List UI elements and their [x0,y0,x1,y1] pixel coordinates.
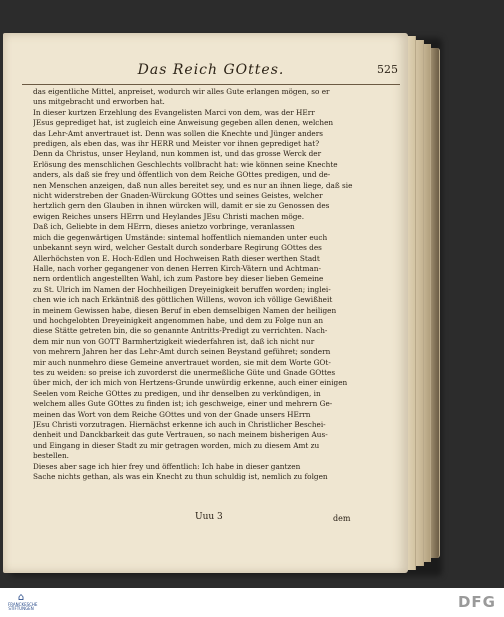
text-line: bestellen. [33,451,69,461]
text-line: von mehrern Jahren her das Lehr-Amt durch seinen Beystand geführet; sondern [33,347,331,357]
text-line: JEsu Christi vorzutragen. Hiernächst erkenne ich auch in Christlicher Beschei- [33,420,326,429]
running-title: Das Reich GOttes. [137,62,285,78]
text-line: das eigentliche Mittel, anpreiset, wodurch wir alles Gute erlangen mögen, so er [33,87,330,96]
text-line: unbekannt seyn wird, welcher Gestalt durch sonderbare Regirung GOttes des [33,243,322,253]
text-line: Seelen vom Reiche GOttes zu predigen, und ihr denselben zu verkündigen, in [33,388,321,398]
text-line: Dieses aber sage ich hier frey und öffentlich: Ich habe in dieser gantzen [33,461,301,471]
dfg-logo: DFG [457,593,496,611]
text-line: nen Menschen anzeigen, daß nun alles bereitet sey, und es nur an ihnen liege, daß sie [33,180,353,190]
catchword: dem [333,514,351,523]
text-line: denheit und Danckbarkeit das gute Vertrauen, so nach meinem bisherigen Aus- [33,430,328,440]
text-line: über mich, der ich mich von Hertzens-Grunde unwürdig erkenne, auch einer einigen [33,378,348,388]
body-text [33,87,393,482]
text-line: das Lehr-Amt anvertrauet ist. Denn was sollen die Knechte und Jünger anders [33,128,323,138]
text-line: zu St. Ulrich im Namen der Hochheiligen Dreyeinigkeit beruffen worden; inglei- [33,284,331,294]
text-line: diese Stätte getreten bin, die so genannte Antritts-Predigt zu verrichten. Nach- [33,326,328,336]
footer-bar [0,588,504,617]
franckesche-stiftungen-logo [8,592,38,614]
text-line: Allerhöchsten von E. Hoch-Edlen und Hochweisen Rath dieser werthen Stadt [33,253,320,263]
text-line: dem mir nun von GOTT Barmhertzigkeit wiederfahren ist, daß ich nicht nur [33,336,315,346]
text-line: JEsus geprediget hat, ist zugleich eine Anweisung gegeben allen denen, welchen [33,118,334,128]
text-line: nicht widerstreben der Gnaden-Würckung GOttes und seines Geistes, welcher [33,191,323,201]
building-icon: ⌂ [17,592,25,603]
text-line: welchem alles Gute GOttes zu finden ist; ich geschweige, einer und mehrern Ge- [33,399,333,409]
text-line: nern ordentlich angestellten Wahl, ich zum Pastore bey dieser lieben Gemeine [33,274,324,284]
text-line: Daß ich, Geliebte in dem HErrn, dieses anietzo vorbringe, veranlassen [33,222,295,232]
text-line: anders, als daß sie frey und öffentlich von dem Reiche GOttes predigen, und de- [33,170,331,180]
text-line: meinen das Wort von dem Reiche GOttes und von der Gnade unsers HErrn [33,409,311,419]
text-line: uns mitgebracht und erworben hat. [33,97,165,107]
text-line: In dieser kurtzen Erzehlung des Evangelisten Marci von dem, was der HErr [33,107,315,117]
text-line: mir auch nunmehro diese Gemeine anvertrauet worden, sie mit dem Worte GOt- [33,357,331,367]
page-number: 525 [377,63,398,76]
text-line: und hochgelobten Dreyeinigkeit angenommen habe, und dem zu Folge nun an [33,315,324,325]
text-line: tes zu weiden: so preise ich zuvorderst die unermeßliche Güte und Gnade GOttes [33,367,336,377]
text-line: in meinem Gewissen habe, diesen Beruf in eben demselbigen Namen der heiligen [33,305,337,315]
text-line: hertzlich gern den Glauben in ihnen würcken will, damit er sie zu Genossen des [33,201,330,211]
text-line: Sache nichts gethan, als was ein Knecht zu thun schuldig ist, nemlich zu folgen [33,472,328,482]
text-line: chen wie ich nach Erkäntniß des göttlichen Willens, wovon ich völlige Gewißheit [33,295,333,305]
text-line: Halle, nach vorher gegangener von denen Herren Kirch-Vätern und Achtman- [33,263,321,273]
left-logo-text: FRANCKESCHE STIFTUNGEN [8,602,38,611]
text-line: predigen, als eben das, was ihr HERR und Meister vor ihnen geprediget hat? [33,139,320,149]
text-line: mich die gegenwärtigen Umstände: sintemal hoffentlich niemanden unter euch [33,232,328,242]
page-header [22,62,400,85]
signature-mark: Uuu 3 [195,512,223,522]
text-line: Denn da Christus, unser Heyland, nun kommen ist, und das grosse Werck der [33,149,322,159]
text-line: und Eingang in dieser Stadt zu mir getragen worden, mich zu diesem Amt zu [33,440,320,450]
text-line: Erlösung des menschlichen Geschlechts vollbracht hat: wie können seine Knechte [33,159,338,169]
text-line: ewigen Reiches unsers HErrn und Heylandes JEsu Christi machen möge. [33,211,305,221]
